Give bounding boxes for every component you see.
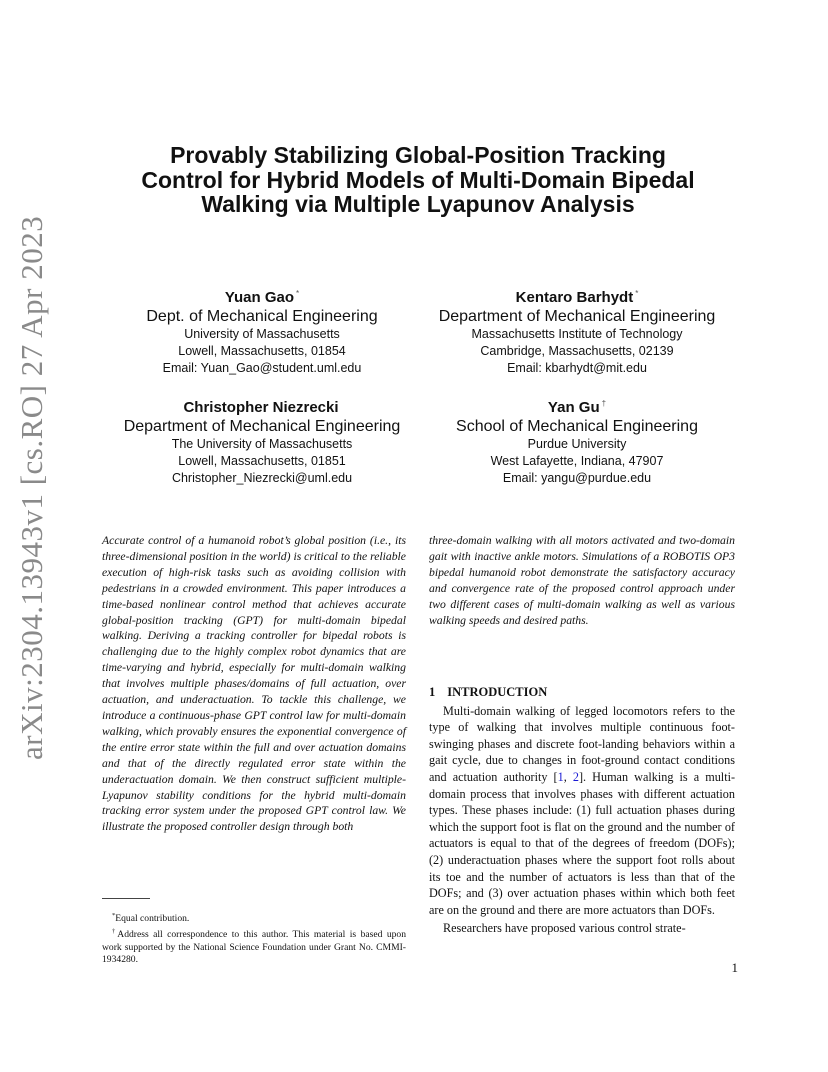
paragraph-text: ]. Human walking is a multi-domain process that involves phases with different actuation types. These phases include: (1) full actuation phases during which the support foot is flat on the ground and the number of actuators is equal to that of the degrees of freedom (DOFs); (2) underactuation phases where the support foot rolls about its toe and the number of actuators is less than that of the DOFs; and (3) over actuation phases within which both feet are on the ground and there are more actuators than DOFs.	[429, 769, 736, 917]
footnote-mark: †	[112, 927, 118, 935]
intro-paragraph	[429, 703, 735, 919]
citation-link[interactable]: 2	[572, 769, 579, 784]
author-email: Christopher_Niezrecki@uml.edu	[171, 471, 353, 485]
author-block	[417, 284, 737, 377]
footnote-correspondence	[102, 926, 406, 967]
author-affiliation: University of Massachusetts	[184, 327, 340, 341]
intro-paragraph: Researchers have proposed various control strate-	[443, 921, 686, 936]
author-address: Cambridge, Massachusetts, 02139	[480, 344, 674, 358]
author-department: School of Mechanical Engineering	[456, 418, 698, 435]
author-name: Kentaro Barhydt	[515, 289, 634, 306]
author-email: Email: yangu@purdue.edu	[502, 471, 652, 485]
author-mark: *	[296, 289, 300, 298]
author-name-line	[417, 394, 737, 417]
abstract-right-column: three-domain walking with all motors activated and two-domain gait with inactive ankle motors. Simulations of a ROBOTIS OP3 bipedal humanoid robot demonstrate the satisfactory accuracy and convergence rate of the proposed control approach under two different cases of multi-domain walking as well as various walking speeds and desired paths.	[429, 534, 735, 627]
author-email: Email: kbarhydt@mit.edu	[507, 361, 647, 375]
author-email: Email: Yuan_Gao@student.uml.edu	[162, 361, 362, 375]
footnotes	[102, 910, 406, 967]
author-address: Lowell, Massachusetts, 01854	[178, 344, 346, 358]
footnote-divider	[102, 898, 150, 899]
section-number: 1	[429, 685, 436, 699]
author-name: Yuan Gao	[224, 289, 295, 306]
author-name-line	[417, 284, 737, 307]
author-affiliation: Purdue University	[527, 437, 627, 451]
author-mark: †	[601, 399, 607, 408]
author-address: West Lafayette, Indiana, 47907	[490, 454, 664, 468]
author-block	[102, 394, 422, 487]
author-block	[102, 284, 422, 377]
footnote-text: Address all correspondence to this author. This material is based upon work supported by the National Science Foundation under Grant No. CMMI-1934280.	[102, 928, 407, 966]
author-affiliation: The University of Massachusetts	[171, 437, 353, 451]
section-heading	[429, 684, 735, 701]
section-title: INTRODUCTION	[447, 685, 548, 699]
author-name-line	[102, 284, 422, 307]
author-name-line	[102, 394, 422, 417]
footnote-equal-contribution	[102, 910, 406, 926]
citation-link[interactable]: 1	[557, 769, 564, 784]
page-number: 1	[731, 960, 738, 975]
author-mark: *	[635, 289, 639, 298]
footnote-text: Equal contribution.	[115, 913, 190, 925]
introduction-section	[429, 684, 735, 937]
author-affiliation: Massachusetts Institute of Technology	[471, 327, 683, 341]
author-name: Christopher Niezrecki	[183, 399, 339, 416]
author-block	[417, 394, 737, 487]
author-address: Lowell, Massachusetts, 01851	[178, 454, 346, 468]
author-name: Yan Gu	[547, 399, 600, 416]
author-department: Dept. of Mechanical Engineering	[146, 308, 378, 325]
abstract-left-column: Accurate control of a humanoid robot’s global position (i.e., its three-dimensional position in the world) is critical to the reliable execution of high-risk tasks such as avoiding collision with pedestrians in a crowded environment. This paper introduces a time-based nonlinear control method that achieves accurate global-position tracking (GPT) for multi-domain bipedal walking. Deriving a tracking controller for bipedal robots is challenging due to the highly complex robot dynamics that are time-varying and hybrid, especially for multi-domain walking that involves multiple phases/domains of full actuation, over actuation, and underactuation. To tackle this challenge, we introduce a continuous-phase GPT control law for multi-domain walking, which provably ensures the exponential convergence of the entire error state within the full and over actuation domains and that of the directly regulated error state within the underactuation domain. We then construct sufficient multiple-Lyapunov stability conditions for the hybrid multi-domain tracking error system under the proposed GPT control law. We illustrate the proposed controller design through both	[102, 534, 406, 834]
footnote-mark: *	[112, 912, 116, 919]
paper-title: Provably Stabilizing Global-Position Tracking Control for Hybrid Models of Multi-Domain Bipedal Walking via Multiple Lyapunov Analysis	[141, 142, 695, 217]
citation-separator: ,	[563, 769, 573, 784]
author-department: Department of Mechanical Engineering	[123, 418, 401, 435]
arxiv-identifier-stamp: arXiv:2304.13943v1 [cs.RO] 27 Apr 2023	[14, 215, 49, 760]
paragraph-text: Multi-domain walking of legged locomotors refers to the type of walking that involves multiple continuous foot-swinging phases and discrete foot-landing behaviors within a gait cycle, due to changes in foot-ground contact conditions and actuation authority [	[429, 703, 735, 784]
author-department: Department of Mechanical Engineering	[438, 308, 716, 325]
